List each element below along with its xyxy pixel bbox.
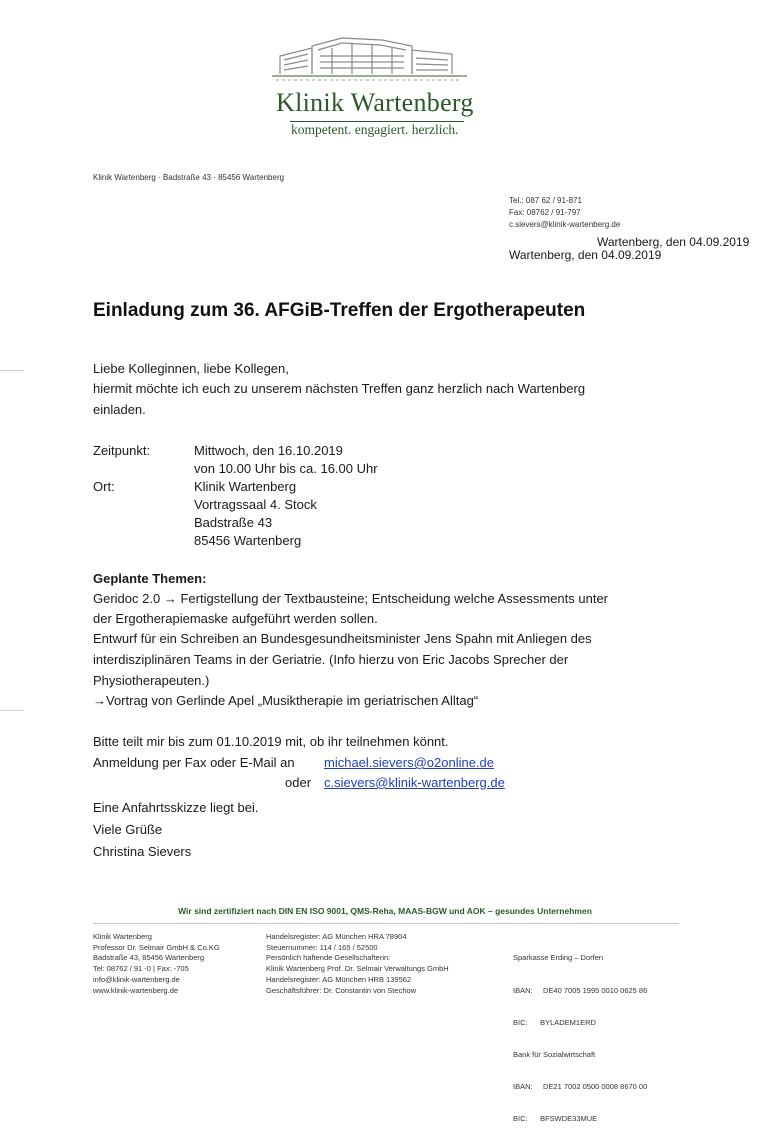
topic-geridoc-desc: Fertigstellung der Textbausteine; Entscheidung welche Assessments unter — [180, 591, 609, 606]
email-link-christina[interactable]: c.sievers@klinik-wartenberg.de — [324, 775, 505, 790]
footer-line: Handelsregister: AG München HRB 139562 — [266, 974, 412, 984]
place-value: Klinik Wartenberg — [194, 479, 297, 494]
footer-line: Steuernummer: 114 / 165 / 52500 — [266, 942, 378, 952]
contact-tel: Tel.: 087 62 / 91-871 — [509, 196, 582, 205]
time-value: Mittwoch, den 16.10.2019 — [194, 443, 343, 458]
topic-talk: Vortrag von Gerlinde Apel „Musiktherapie im geriatrischen Alltag“ — [106, 693, 479, 708]
footer-line: Bank für Sozialwirtschaft — [513, 1049, 596, 1059]
arrow-right-icon: → — [93, 693, 106, 708]
place-value: Vortragssaal 4. Stock — [194, 497, 317, 512]
registration-method: Anmeldung per Fax oder E-Mail an — [93, 755, 295, 770]
footer-line: Badstraße 43, 85456 Wartenberg — [93, 953, 205, 963]
footer-line: Handelsregister: AG München HRA 78904 — [266, 932, 407, 941]
contact-email[interactable]: c.sievers@klinik-wartenberg.de — [509, 220, 621, 229]
footer-registry — [266, 932, 449, 996]
footer-line: BIC: BYLADEM1ERD — [513, 1017, 596, 1027]
registration-deadline: Bitte teilt mir bis zum 01.10.2019 mit, ob ihr teilnehmen könnt. — [93, 734, 449, 749]
footer-line: Klinik Wartenberg — [93, 932, 152, 941]
place-value: 85456 Wartenberg — [194, 533, 302, 548]
clinic-building-icon — [272, 30, 482, 88]
footer-line: Professor Dr. Selmair GmbH & Co.KG — [93, 942, 220, 952]
footer-line: Persönlich haftende Gesellschafterin: — [266, 953, 391, 963]
footer-line: Tel: 08762 / 91 -0 | Fax: -705 — [93, 964, 189, 974]
time-label: Zeitpunkt: — [93, 443, 151, 458]
footer-line: Klinik Wartenberg Prof. Dr. Selmair Verwaltungs GmbH — [266, 964, 449, 974]
email-link-michael[interactable]: michael.sievers@o2online.de — [324, 755, 495, 770]
topic-line — [93, 591, 608, 606]
sender-address-line: Klinik Wartenberg · Badstraße 43 · 85456 Wartenberg — [93, 173, 285, 182]
footer-website[interactable]: www.klinik-wartenberg.de — [93, 985, 179, 995]
topics-heading: Geplante Themen: — [93, 571, 207, 586]
arrow-right-icon: → — [163, 591, 177, 606]
place-value: Badstraße 43 — [194, 515, 273, 530]
time-value: von 10.00 Uhr bis ca. 16.00 Uhr — [194, 461, 378, 476]
topic-line: Entwurf für ein Schreiben an Bundesgesundheitsminister Jens Spahn mit Anliegen des — [93, 631, 592, 646]
fold-mark — [0, 370, 24, 371]
footer-divider — [93, 923, 679, 924]
signature-name: Christina Sievers — [93, 844, 192, 859]
footer-line: BIC: BFSWDE33MUE — [513, 1113, 598, 1123]
punch-mark — [0, 710, 24, 711]
footer-line: Sparkasse Erding – Dorfen — [513, 953, 604, 963]
letter-title: Einladung zum 36. AFGiB-Treffen der Ergotherapeuten — [93, 300, 586, 321]
greeting-line: hiermit möchte ich euch zu unserem nächsten Treffen ganz herzlich nach Wartenberg — [93, 381, 586, 396]
letter-date-right: Wartenberg, den 04.09.2019 — [597, 235, 750, 249]
footer-banking — [513, 932, 647, 1135]
certification-note: Wir sind zertifiziert nach DIN EN ISO 9001, QMS-Reha, MAAS-BGW und AOK – gesundes Unternehmen — [178, 906, 592, 916]
footer-line: Geschäftsführer: Dr. Constantin von Stechow — [266, 985, 417, 995]
topic-line — [93, 693, 478, 708]
topic-geridoc: Geridoc 2.0 — [93, 591, 161, 606]
footer-email[interactable]: info@klinik-wartenberg.de — [93, 974, 180, 984]
footer-line: IBAN: DE21 7002 0500 0008 8670 00 — [513, 1081, 648, 1091]
greeting-line: einladen. — [93, 402, 146, 417]
directions-note: Eine Anfahrtsskizze liegt bei. — [93, 800, 259, 815]
greeting-line: Liebe Kolleginnen, liebe Kollegen, — [93, 361, 289, 376]
footer-company — [93, 932, 220, 996]
topic-line: der Ergotherapiemaske aufgeführt werden sollen. — [93, 611, 378, 626]
topic-line: interdisziplinären Teams in der Geriatrie. (Info hierzu von Eric Jacobs Sprecher der — [93, 652, 569, 667]
clinic-name: Klinik Wartenberg — [276, 88, 474, 117]
place-label: Ort: — [93, 479, 115, 494]
footer-line: IBAN: DE40 7005 1995 0010 0625 86 — [513, 985, 648, 995]
clinic-tagline: kompetent. engagiert. herzlich. — [291, 122, 459, 137]
topic-line: Physiotherapeuten.) — [93, 673, 210, 688]
contact-fax: Fax: 08762 / 91-797 — [509, 208, 581, 217]
letterhead-logo — [270, 30, 510, 140]
letter-date-left: Wartenberg, den 04.09.2019 — [509, 248, 662, 262]
registration-or: oder — [285, 775, 312, 790]
closing-regards: Viele Grüße — [93, 822, 163, 837]
